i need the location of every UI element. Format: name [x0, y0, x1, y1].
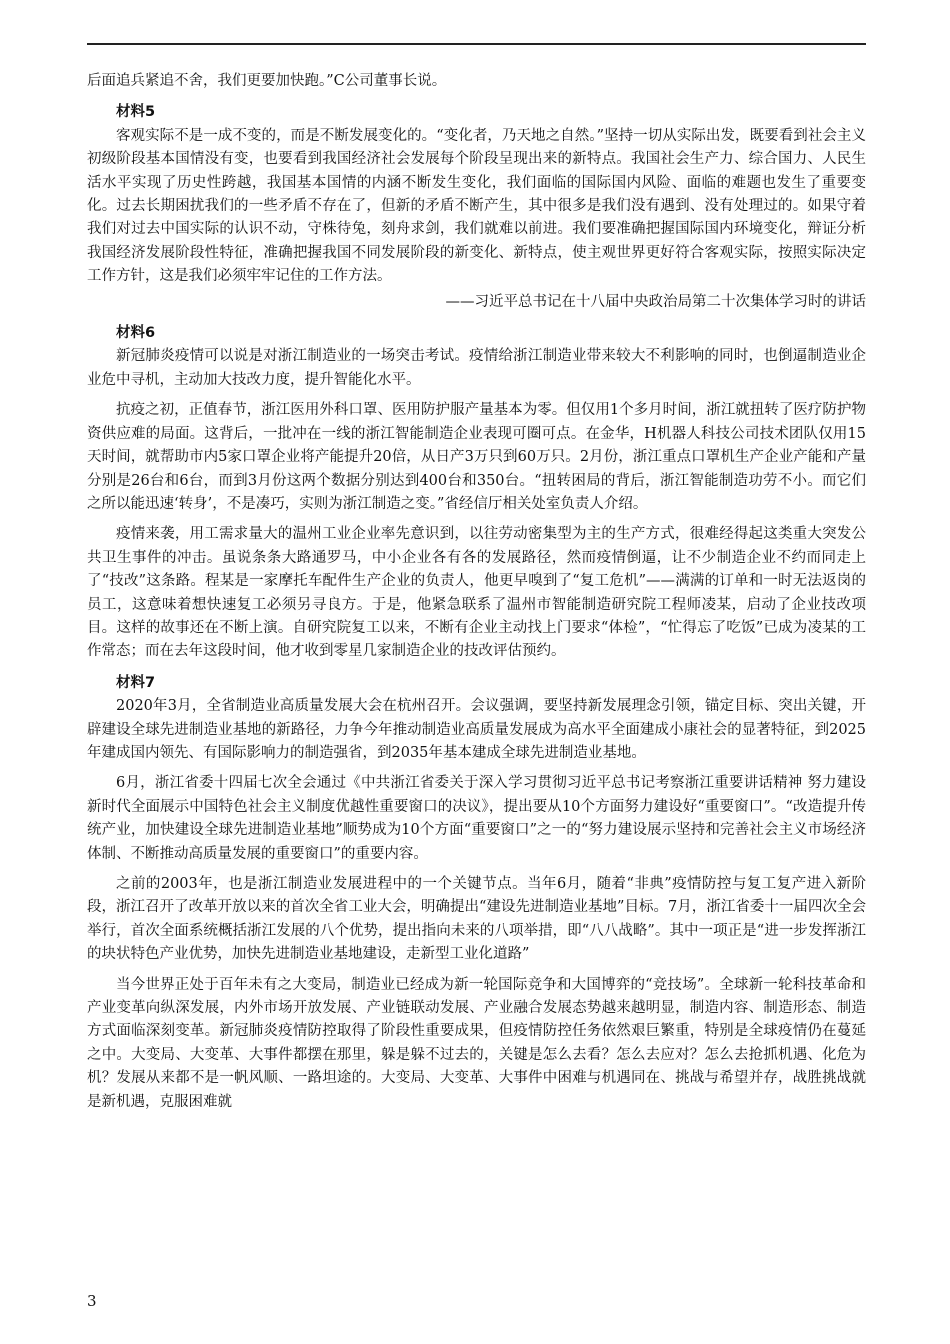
material-6-paragraph-2: 抗疫之初，正值春节，浙江医用外科口罩、医用防护服产量基本为零。但仅用1个多月时间，浙江就扭转了医疗防护物资供应难的局面。这背后，一批冲在一线的浙江智能制造企业表现可圈可点。在金华，H机器人科技公司技术团队仅用15天时间，就帮助市内5家口罩企业将产能提升20倍，从日产3万只到60万只。2月份，浙江重点口罩机生产企业产能和产量分别是26台和6台，而到3月份这两个数据分别达到400台和350台。“扭转困局的背后，浙江智能制造功劳不小。而它们之所以能迅速‘转身’，不是凑巧，实则为浙江制造之变。”省经信厅相关处室负责人介绍。	[87, 402, 866, 512]
material-6-paragraph-1: 新冠肺炎疫情可以说是对浙江制造业的一场突击考试。疫情给浙江制造业带来较大不利影响的同时，也倒逼制造业企业危中寻机，主动加大技改力度，提升智能化水平。	[87, 348, 866, 388]
material-7-paragraph-2: 6月，浙江省委十四届七次全会通过《中共浙江省委关于深入学习贯彻习近平总书记考察浙江重要讲话精神 努力建设新时代全面展示中国特色社会主义制度优越性重要窗口的决议》，提出要从10个方面努力建设好“重要窗口”。“改造提升传统产业，加快建设全球先进制造业基地”顺势成为10个方面“重要窗口”之一的“努力建设展示坚持和完善社会主义市场经济体制、不断推动高质量发展的重要窗口”的重要内容。	[87, 775, 866, 862]
material-6-paragraph-3: 疫情来袭，用工需求量大的温州工业企业率先意识到，以往劳动密集型为主的生产方式，很难经得起这类重大突发公共卫生事件的冲击。虽说条条大路通罗马，中小企业各有各的发展路径，然而疫情倒逼，让不少制造企业不约而同走上了“技改”这条路。程某是一家摩托车配件生产企业的负责人，他更早嗅到了“复工危机”——满满的订单和一时无法返岗的员工，这意味着想快速复工必须另寻良方。于是，他紧急联系了温州市智能制造研究院工程师凌某，启动了企业技改项目。这样的故事还在不断上演。自研究院复工以来，不断有企业主动找上门要求“体检”，“忙得忘了吃饭”已成为凌某的工作常态；而在去年这段时间，他才收到零星几家制造企业的技改评估预约。	[87, 526, 866, 660]
material-7-paragraph-4: 当今世界正处于百年未有之大变局，制造业已经成为新一轮国际竞争和大国博弈的“竞技场”。全球新一轮科技革命和产业变革向纵深发展，内外市场开放发展、产业链联动发展、产业融合发展态势越来越明显，制造内容、制造形态、制造方式面临深刻变革。新冠肺炎疫情防控取得了阶段性重要成果，但疫情防控任务依然艰巨繁重，特别是全球疫情仍在蔓延之中。大变局、大变革、大事件都摆在那里，躲是躲不过去的，关键是怎么去看？怎么去应对？怎么去抢抓机遇、化危为机？发展从来都不是一帆风顺、一路坦途的。大变局、大变革、大事件中困难与机遇同在、挑战与希望并存，战胜挑战就是新机遇，克服困难就	[87, 976, 866, 1110]
header-rule	[87, 43, 866, 45]
material-5-source: ——习近平总书记在十八届中央政治局第二十次集体学习时的讲话	[445, 293, 866, 310]
material-7-paragraph-1: 2020年3月，全省制造业高质量发展大会在杭州召开。会议强调，要坚持新发展理念引领，锚定目标、突出关键，开辟建设全球先进制造业基地的新路径，力争今年推动制造业高质量发展成为高水平全面建成小康社会的显著特征，到2025年建成国内领先、有国际影响力的制造强省，到2035年基本建成全球先进制造业基地。	[87, 698, 866, 761]
page-number: 3	[87, 1292, 97, 1310]
material-5-heading: 材料5	[116, 104, 156, 121]
material-6-heading: 材料6	[116, 325, 156, 342]
continuation-text: 后面追兵紧追不舍，我们更要加快跑。”C公司董事长说。	[87, 73, 447, 89]
material-5-paragraph: 客观实际不是一成不变的，而是不断发展变化的。“变化者，乃天地之自然。”坚持一切从实际出发，既要看到社会主义初级阶段基本国情没有变，也要看到我国经济社会发展每个阶段呈现出来的新特点。我国社会生产力、综合国力、人民生活水平实现了历史性跨越，我国基本国情的内涵不断发生变化，我们面临的国际国内风险、面临的难题也发生了重要变化。过去长期困扰我们的一些矛盾不存在了，但新的矛盾不断产生，其中很多是我们没有遇到、没有处理过的。如果守着我们对过去中国实际的认识不动，守株待兔，刻舟求剑，我们就难以前进。我们要准确把握国际国内环境变化，辩证分析我国经济发展阶段性特征，准确把握我国不同发展阶段的新变化、新特点，使主观世界更好符合客观实际，按照实际决定工作方针，这是我们必须牢牢记住的工作方法。	[87, 127, 866, 285]
material-7-paragraph-3: 之前的2003年，也是浙江制造业发展进程中的一个关键节点。当年6月，随着“非典”疫情防控与复工复产进入新阶段，浙江召开了改革开放以来的首次全省工业大会，明确提出“建设先进制造业基地”目标。7月，浙江省委十一届四次全会举行，首次全面系统概括浙江发展的八个优势，提出指向未来的八项举措，即“八八战略”。其中一项正是“进一步发挥浙江的块状特色产业优势，加快先进制造业基地建设，走新型工业化道路”	[87, 876, 866, 963]
material-7-heading: 材料7	[116, 674, 156, 691]
document-body	[87, 70, 866, 1114]
